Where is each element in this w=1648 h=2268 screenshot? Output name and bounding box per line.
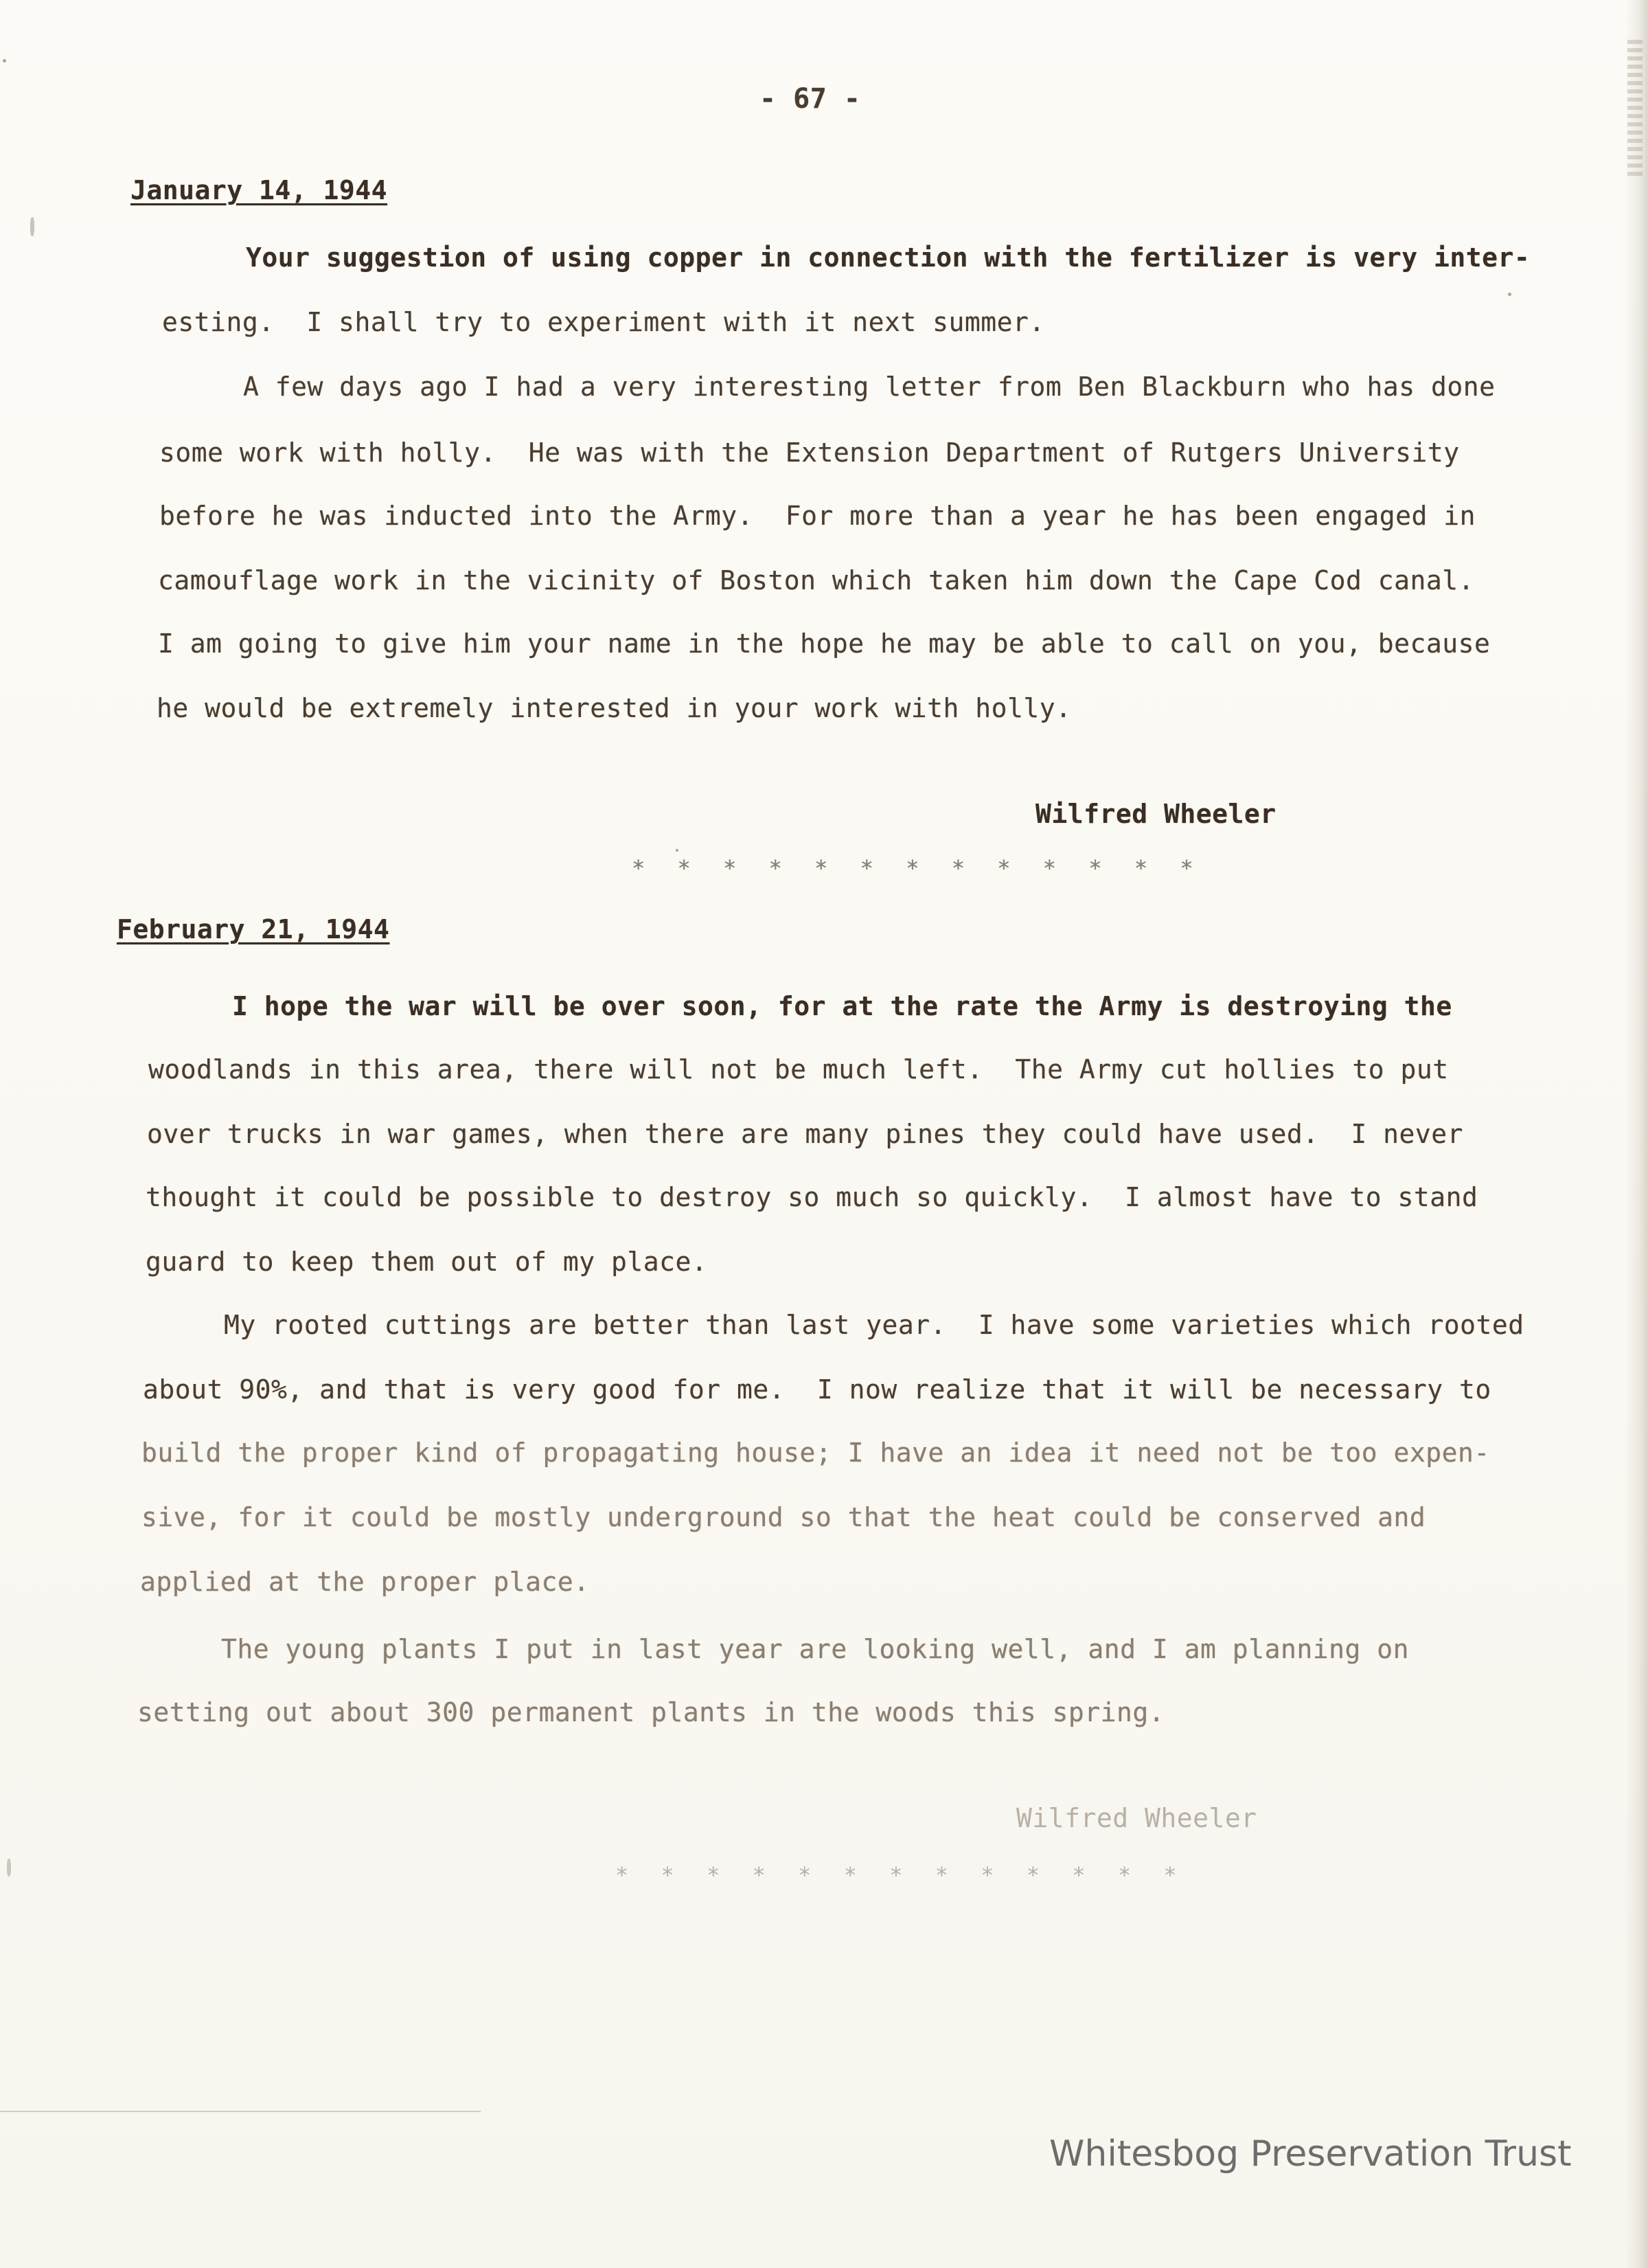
paper-speck bbox=[3, 59, 6, 63]
paragraph-line: A few days ago I had a very interesting letter from Ben Blackburn who has done bbox=[243, 372, 1496, 402]
paragraph-line: The young plants I put in last year are looking well, and I am planning on bbox=[221, 1634, 1409, 1664]
paragraph-line: guard to keep them out of my place. bbox=[146, 1247, 708, 1277]
paragraph-line: build the proper kind of propagating house; I have an idea it need not be too expen- bbox=[141, 1438, 1490, 1468]
paper-speck bbox=[7, 1859, 11, 1876]
paragraph-line: over trucks in war games, when there are many pines they could have used. I never bbox=[147, 1119, 1463, 1149]
entry-date: February 21, 1944 bbox=[117, 914, 390, 944]
page-number: - 67 - bbox=[759, 83, 861, 115]
paragraph-line: about 90%, and that is very good for me. I now realize that it will be necessary to bbox=[143, 1374, 1491, 1405]
paragraph-line: some work with holly. He was with the Extension Department of Rutgers University bbox=[159, 438, 1460, 468]
section-separator: * * * * * * * * * * * * * bbox=[632, 855, 1203, 881]
paragraph-line: camouflage work in the vicinity of Boston which taken him down the Cape Cod canal. bbox=[158, 565, 1474, 596]
paper-speck bbox=[30, 217, 34, 236]
paragraph-line: setting out about 300 permanent plants in the woods this spring. bbox=[137, 1697, 1165, 1727]
paragraph-line: applied at the proper place. bbox=[140, 1567, 590, 1597]
paragraph-line: Your suggestion of using copper in connection with the fertilizer is very inter- bbox=[246, 242, 1531, 273]
page-edge-mark bbox=[1627, 40, 1643, 177]
paragraph-line: sive, for it could be mostly underground so that the heat could be conserved and bbox=[141, 1502, 1426, 1532]
paragraph-line: he would be extremely interested in your work with holly. bbox=[157, 693, 1072, 723]
entry-date: January 14, 1944 bbox=[130, 175, 388, 205]
paragraph-line: woodlands in this area, there will not be much left. The Army cut hollies to put bbox=[148, 1054, 1449, 1085]
footer-rule bbox=[0, 2111, 481, 2112]
archive-watermark: Whitesbog Preservation Trust bbox=[1049, 2133, 1572, 2175]
signature: Wilfred Wheeler bbox=[1035, 799, 1277, 829]
paper-speck bbox=[1508, 293, 1511, 296]
paragraph-line: My rooted cuttings are better than last year. I have some varieties which rooted bbox=[224, 1310, 1524, 1340]
paper-speck bbox=[676, 849, 678, 852]
paragraph-line: I hope the war will be over soon, for at the rate the Army is destroying the bbox=[232, 991, 1452, 1021]
page-edge-shadow bbox=[1625, 0, 1648, 2268]
paragraph-line: I am going to give him your name in the hope he may be able to call on you, because bbox=[158, 628, 1491, 659]
signature: Wilfred Wheeler bbox=[1016, 1803, 1257, 1833]
paragraph-line: before he was inducted into the Army. For more than a year he has been engaged in bbox=[159, 501, 1476, 531]
paragraph-line: thought it could be possible to destroy so much so quickly. I almost have to stand bbox=[146, 1182, 1478, 1212]
section-separator: * * * * * * * * * * * * * bbox=[615, 1862, 1187, 1888]
paragraph-line: esting. I shall try to experiment with it next summer. bbox=[162, 307, 1045, 337]
